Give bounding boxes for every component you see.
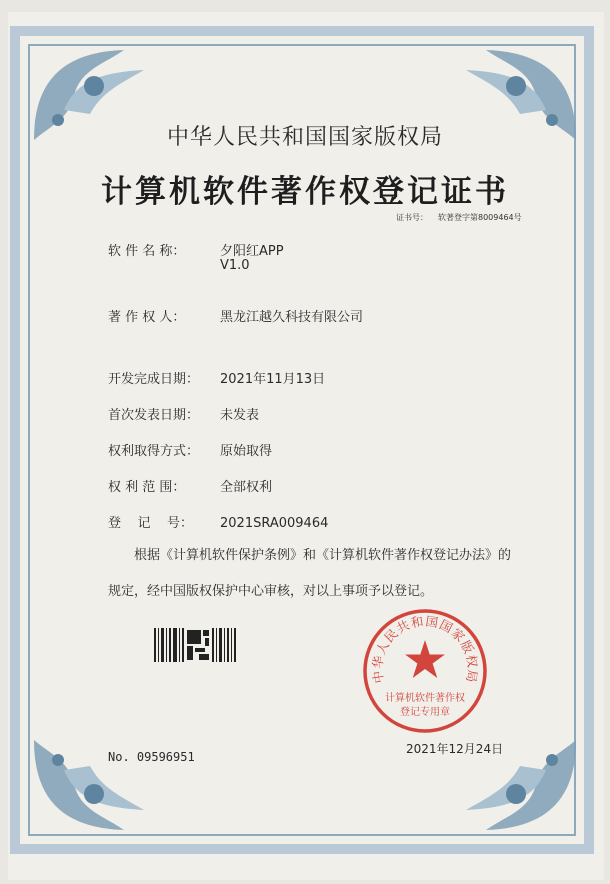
field-rights-scope [108, 476, 272, 495]
field-copyright-owner [108, 306, 363, 325]
field-value-version: V1.0 [220, 258, 250, 273]
field-acquisition-method [108, 440, 272, 459]
field-software-version [108, 258, 250, 273]
field-software-name [108, 240, 284, 259]
barcode-image [154, 628, 236, 662]
field-value: 原始取得 [220, 444, 273, 459]
certificate-number-value: 软著登字第8009464号 [438, 213, 522, 222]
field-registration-number [108, 512, 328, 531]
field-completion-date [108, 368, 325, 387]
certificate-title: 计算机软件著作权登记证书 [101, 174, 509, 210]
field-value: 未发表 [220, 408, 260, 423]
serial-number: No. 09596951 [108, 750, 195, 764]
field-label: 软 件 名 称： [108, 244, 186, 259]
seal-text-line1: 计算机软件著作权 [385, 693, 465, 704]
seal-text-line2: 登记专用章 [400, 707, 450, 718]
certificate-number-label: 证书号： [396, 213, 428, 222]
field-label: 开发完成日期： [108, 372, 200, 387]
legal-text [108, 538, 568, 610]
certificate-number [396, 212, 532, 223]
field-value: 黑龙江越久科技有限公司 [220, 310, 364, 325]
ornament-corner-bottom-left [24, 730, 174, 840]
seal-ring-text: 中华人民共和国国家版权局 [369, 613, 481, 685]
issuer-title: 中华人民共和国国家版权局 [166, 125, 443, 150]
issue-date: 2021年12月24日 [406, 742, 504, 756]
field-value: 2021SRA009464 [220, 516, 329, 531]
field-label: 权 利 范 围： [108, 480, 186, 495]
official-red-seal [362, 608, 488, 734]
field-label: 著 作 权 人： [108, 310, 186, 325]
field-label: 首次发表日期： [108, 408, 200, 423]
legal-text-line2: 规定，经中国版权保护中心审核，对以上事项予以登记。 [108, 584, 434, 599]
field-value: 2021年11月13日 [220, 372, 326, 387]
field-value: 全部权利 [220, 480, 273, 495]
field-value: 夕阳红APP [220, 244, 284, 259]
legal-text-line1: 根据《计算机软件保护条例》和《计算机软件著作权登记办法》的 [134, 548, 512, 563]
field-label: 登 记 号： [108, 516, 194, 531]
field-label: 权利取得方式： [108, 444, 200, 459]
field-publish-date [108, 404, 259, 423]
